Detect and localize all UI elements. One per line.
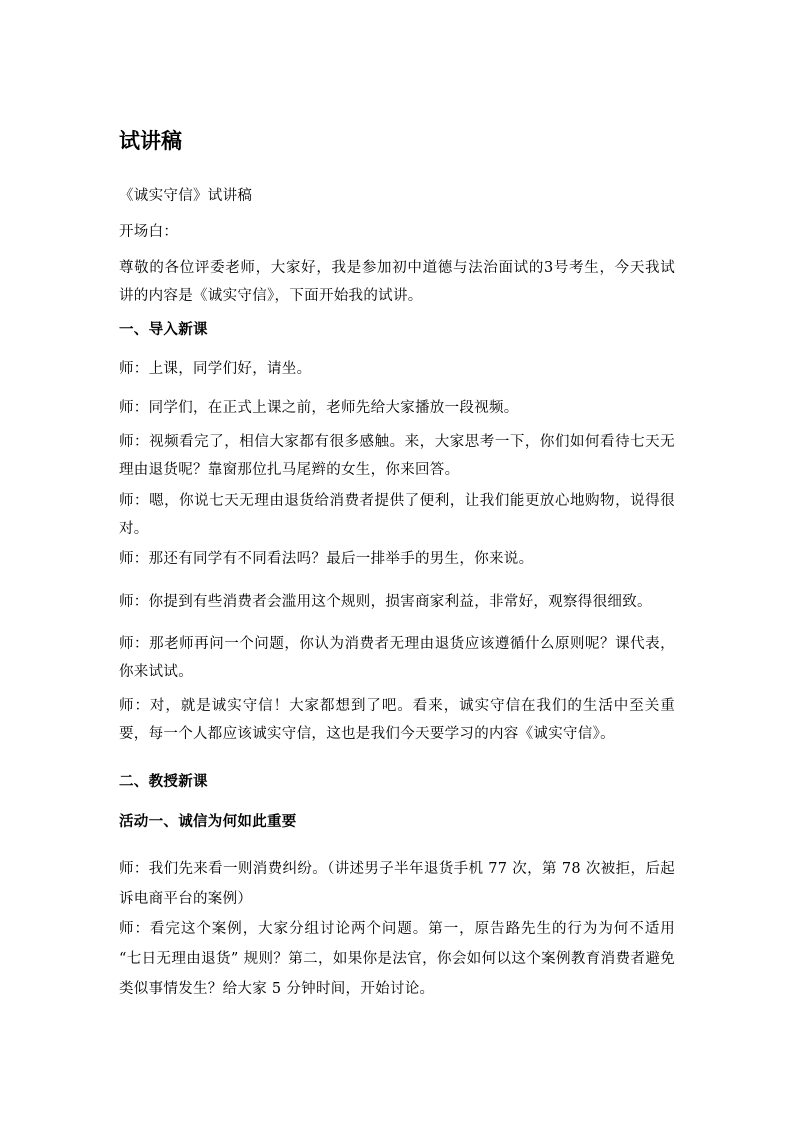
document-title: 试讲稿 (119, 129, 182, 153)
paragraph: 师：上课，同学们好，请坐。 (119, 361, 312, 377)
paragraph: 师：那老师再问一个问题，你认为消费者无理由退货应该遵循什么原则呢？课代表，你来试试。 (119, 636, 675, 680)
activity-heading: 活动一、诚信为何如此重要 (119, 814, 297, 830)
paragraph: 师：视频看完了，相信大家都有很多感触。来，大家思考一下，你们如何看待七天无理由退货呢？靠窗那位扎马尾辫的女生，你来回答。 (119, 434, 675, 478)
paragraph: 师：嗯，你说七天无理由退货给消费者提供了便利，让我们能更放心地购物，说得很对。 (119, 493, 675, 537)
paragraph: 师：我们先来看一则消费纠纷。（讲述男子半年退货手机 77 次，第 78 次被拒，后起诉电商平台的案例） (119, 861, 675, 907)
paragraph: 师：那还有同学有不同看法吗？最后一排举手的男生，你来说。 (119, 551, 534, 567)
paragraph: 师：同学们，在正式上课之前，老师先给大家播放一段视频。 (119, 400, 519, 416)
paragraph: 师：看完这个案例，大家分组讨论两个问题。第一，原告路先生的行为为何不适用 “七日无理由退货” 规则？第二，如果你是法官，你会如何以这个案例教育消费者避免类似事情发生？给大家 5 分钟时间，开始讨论。 (119, 921, 675, 997)
section-heading-intro: 一、导入新课 (119, 322, 208, 338)
paragraph: 师：对，就是诚实守信！大家都想到了吧。看来，诚实守信在我们的生活中至关重要，每一个人都应该诚实守信，这也是我们今天要学习的内容《诚实守信》。 (119, 698, 675, 742)
lesson-subtitle: 《诚实守信》试讲稿 (119, 188, 253, 204)
paragraph: 师：你提到有些消费者会滥用这个规则，损害商家利益，非常好，观察得很细致。 (119, 594, 652, 610)
section-heading-teaching: 二、教授新课 (119, 774, 208, 790)
opening-label: 开场白： (119, 224, 179, 240)
opening-paragraph: 尊敬的各位评委老师，大家好，我是参加初中道德与法治面试的3号考生，今天我试讲的内容是《诚实守信》，下面开始我的试讲。 (119, 260, 675, 304)
